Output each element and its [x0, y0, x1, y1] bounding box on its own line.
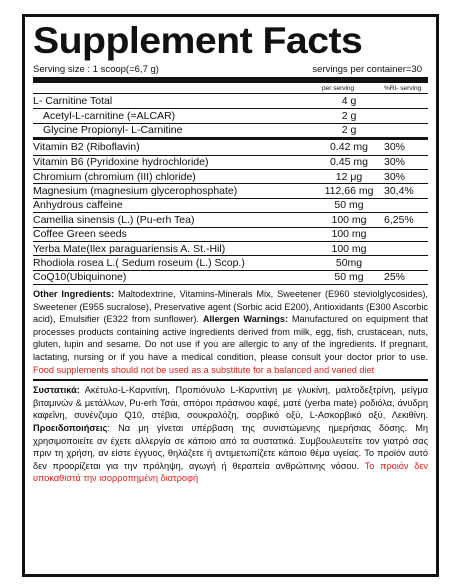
nutrient-amount: 100 mg — [331, 213, 367, 226]
nutrient-name: CoQ10(Ubiquinone) — [33, 271, 127, 284]
nutrient-row — [33, 123, 428, 137]
serving-size: Serving size : 1 scoop(=6,7 g) — [33, 64, 159, 75]
nutrient-amount: 12 μg — [335, 170, 363, 183]
english-ingredients-text — [33, 285, 428, 379]
nutrient-row — [33, 198, 428, 212]
greek-warnings-text: : Να μη γίνεται υπέρβαση της συνιστώμενης ημερήσιας δόσης. Μη χρησιμοποιείτε αν έχετε αλλεργία σε κάποιο από τα συστατικά. Συμβουλευτείτε τον γιατρό σας πριν τη χρήση, αν είστε έγγυος, θηλάζετε ή αντιμετωπίζετε κάποιο θέμα υγείας. Το προϊόν αυτό δεν προορίζεται για την πρόληψη, αγωγή ή θεραπεία ανθρώπινης νόσου. — [33, 423, 428, 471]
other-ingredients-label: Other Ingredients: — [33, 289, 115, 300]
diet-disclaimer: Food supplements should not be used as a substitute for a balanced and varied diet — [33, 364, 375, 375]
nutrient-name: Vitamin B2 (Riboflavin) — [33, 141, 140, 154]
carnitine-group — [33, 94, 428, 140]
greek-diet-disclaimer: Το προιόν δεν υποκαθιστά την ισορροπημένη διατροφή — [33, 460, 429, 484]
nutrient-row — [33, 270, 428, 284]
nutrient-amount: 50mg — [335, 257, 363, 269]
per-serving-header: per serving — [322, 85, 355, 92]
greek-warnings-label: Προειδοποιήσεις — [33, 423, 108, 434]
serving-info — [33, 63, 428, 76]
nutrient-name: Yerba Mate(Ilex paraguariensis A. St.-Hil) — [33, 242, 226, 255]
ingredients-group — [33, 140, 428, 285]
nutrient-name: Magnesium (magnesium glycerophosphate) — [33, 185, 238, 198]
nutrient-amount: 2 g — [341, 124, 357, 137]
other-ingredients-text: Maltodextrine, Vitamins-Minerals Mix, Sweetener (E960 steviolglycosides), Sweetener (E955 sucralose), Preservative agent (Sorbic acid E200), Antioxidants (E300 Ascorbic acid), Emulsifier (E322 from sunflower). — [33, 289, 428, 325]
greek-ingredients-label: Συστατικά: — [33, 385, 80, 396]
nutrient-name: Anhydrous caffeine — [33, 199, 123, 212]
nutrient-ri: 25% — [384, 271, 406, 284]
nutrient-name: L- Carnitine Total — [33, 95, 113, 108]
nutrient-ri: 6,25% — [384, 213, 414, 226]
panel-title: Supplement Facts — [33, 20, 363, 61]
allergen-warnings-text: Manufactured on equipment that processes products containing active ingredients derived from milk, egg, fish, crustacean, nuts, gluten, lupin and sesame. Do not use if you are allergic to any of the ingredients. If pregnant, lactating, nursing or if you have a medical condition, please consult your doctor prior to use. — [33, 314, 429, 363]
nutrient-name: Acetyl-L-carnitine (=ALCAR) — [43, 110, 176, 123]
nutrient-row — [33, 140, 428, 154]
nutrient-name: Coffee Green seeds — [33, 228, 127, 241]
nutrient-row — [33, 212, 428, 226]
nutrient-row — [33, 94, 428, 108]
ri-header: %RI- serving — [384, 85, 422, 92]
nutrient-name: Vitamin B6 (Pyridoxine hydrochloride) — [33, 156, 209, 169]
nutrient-ri: 30% — [384, 141, 406, 154]
nutrient-row — [33, 255, 428, 269]
supplement-facts-panel — [22, 14, 439, 577]
nutrient-amount: 50 mg — [334, 199, 364, 212]
nutrient-ri: 30% — [384, 170, 406, 183]
greek-ingredients-list: Ακέτυλο-L-Καρνιτίνη, Προπιόνυλο L-Καρνιτίνη με γλυκίνη, μαλτοδεξτρίνη, μείγμα βιταμινών & μετάλλων, Pu-erh Τσάι, σπόροι πράσινου καφέ, ματέ (yerba mate) ροδιόλα, άνυδρη καφεΐνη, συνένζυμο Q10, στέβια, σουκραλόζη, σορβικό οξύ, L-Ασκορβικό οξύ, Λεκιθίνη. — [33, 385, 428, 421]
column-headers — [33, 83, 428, 94]
nutrient-ri: 30,4% — [384, 185, 414, 198]
nutrient-amount: 0.45 mg — [330, 156, 368, 169]
nutrient-name: Glycine Propionyl- L-Carnitine — [43, 124, 183, 137]
nutrient-amount: 100 mg — [331, 242, 367, 255]
nutrient-amount: 112,66 mg — [324, 185, 374, 198]
nutrient-row — [33, 108, 428, 122]
nutrient-amount: 2 g — [341, 110, 357, 123]
servings-per-container: servings per container=30 — [312, 64, 422, 75]
nutrient-row — [33, 169, 428, 183]
nutrient-amount: 0.42 mg — [330, 141, 368, 154]
nutrient-name: Rhodiola rosea L.( Sedum roseum (L.) Scop.) — [33, 257, 245, 269]
nutrient-ri: 30% — [384, 156, 406, 169]
nutrient-row — [33, 155, 428, 169]
nutrient-amount: 50 mg — [334, 271, 364, 284]
allergen-warnings-label: Allergen Warnings: — [202, 314, 289, 325]
nutrient-amount: 4 g — [341, 95, 357, 108]
nutrient-name: Camellia sinensis (L.) (Pu-erh Tea) — [33, 213, 195, 226]
nutrient-name: Chromium (chromium (III) chloride) — [33, 170, 196, 183]
nutrient-row — [33, 183, 428, 197]
nutrient-row — [33, 241, 428, 255]
nutrient-row — [33, 227, 428, 241]
greek-ingredients-text — [33, 381, 428, 488]
nutrient-amount: 100 mg — [331, 228, 367, 241]
